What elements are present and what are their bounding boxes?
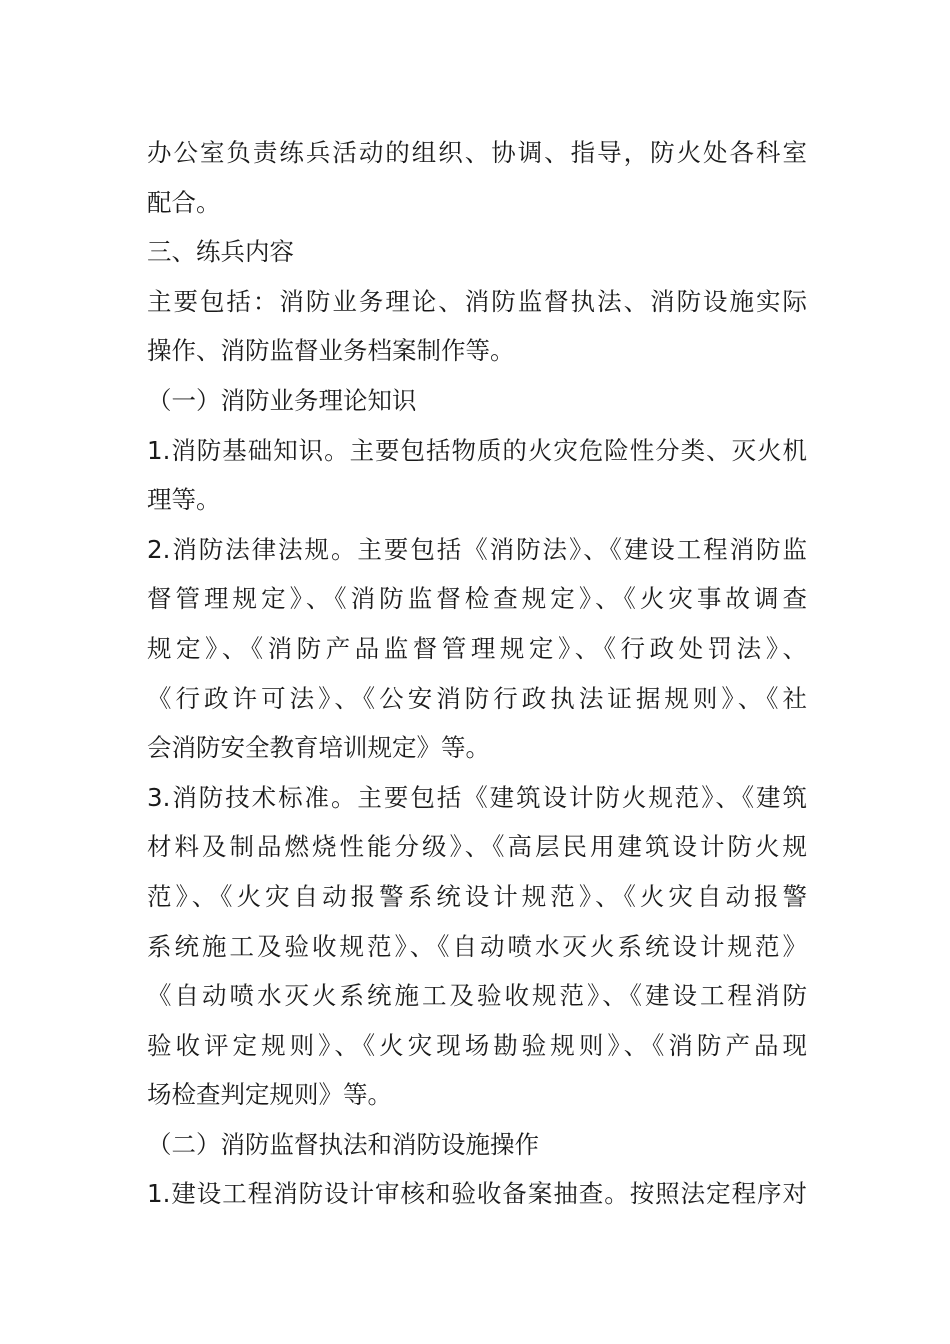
list-item-laws-regulations-line-2: 督管理规定》、《消防监督检查规定》、《火灾事故调查	[147, 584, 807, 614]
list-item-laws-regulations: 2.消防法律法规。主要包括《消防法》、《建设工程消防监	[147, 534, 807, 564]
subsection-heading-enforcement: （二）消防监督执法和消防设施操作	[147, 1129, 539, 1159]
list-item-technical-standards-line-6: 验收评定规则》、《火灾现场勘验规则》、《消防产品现	[147, 1030, 807, 1060]
list-item-laws-regulations-line-4: 《行政许可法》、《公安消防行政执法证据规则》、《社	[147, 683, 807, 713]
list-item-laws-regulations-end: 会消防安全教育培训规定》等。	[147, 733, 490, 763]
paragraph-line-main-contents: 主要包括：消防业务理论、消防监督执法、消防设施实际	[147, 286, 807, 316]
list-item-basic-knowledge: 1.消防基础知识。主要包括物质的火灾危险性分类、灭火机	[147, 435, 807, 465]
subsection-heading-theory: （一）消防业务理论知识	[147, 385, 417, 415]
list-item-technical-standards: 3.消防技术标准。主要包括《建筑设计防火规范》、《建筑	[147, 782, 807, 812]
document-body	[147, 128, 807, 1219]
paragraph-line-main-contents-end: 操作、消防监督业务档案制作等。	[147, 336, 515, 366]
list-item-technical-standards-line-2: 材料及制品燃烧性能分级》、《高层民用建筑设计防火规	[147, 832, 807, 862]
list-item-basic-knowledge-end: 理等。	[147, 485, 221, 515]
list-item-technical-standards-line-3: 范》、《火灾自动报警系统设计规范》、《火灾自动报警	[147, 881, 807, 911]
list-item-laws-regulations-line-3: 规定》、《消防产品监督管理规定》、《行政处罚法》、	[147, 633, 807, 663]
section-heading-training-content: 三、练兵内容	[147, 237, 294, 267]
list-item-technical-standards-line-4: 系统施工及验收规范》、《自动喷水灭火系统设计规范》	[147, 931, 807, 961]
paragraph-line-responsibility: 办公室负责练兵活动的组织、协调、指导，防火处各科室	[147, 138, 807, 167]
list-item-technical-standards-line-5: 《自动喷水灭火系统施工及验收规范》、《建设工程消防	[147, 981, 807, 1011]
paragraph-line-responsibility-end: 配合。	[147, 187, 221, 217]
list-item-technical-standards-end: 场检查判定规则》等。	[147, 1080, 392, 1110]
list-item-design-review: 1.建设工程消防设计审核和验收备案抽查。按照法定程序对	[147, 1179, 807, 1209]
